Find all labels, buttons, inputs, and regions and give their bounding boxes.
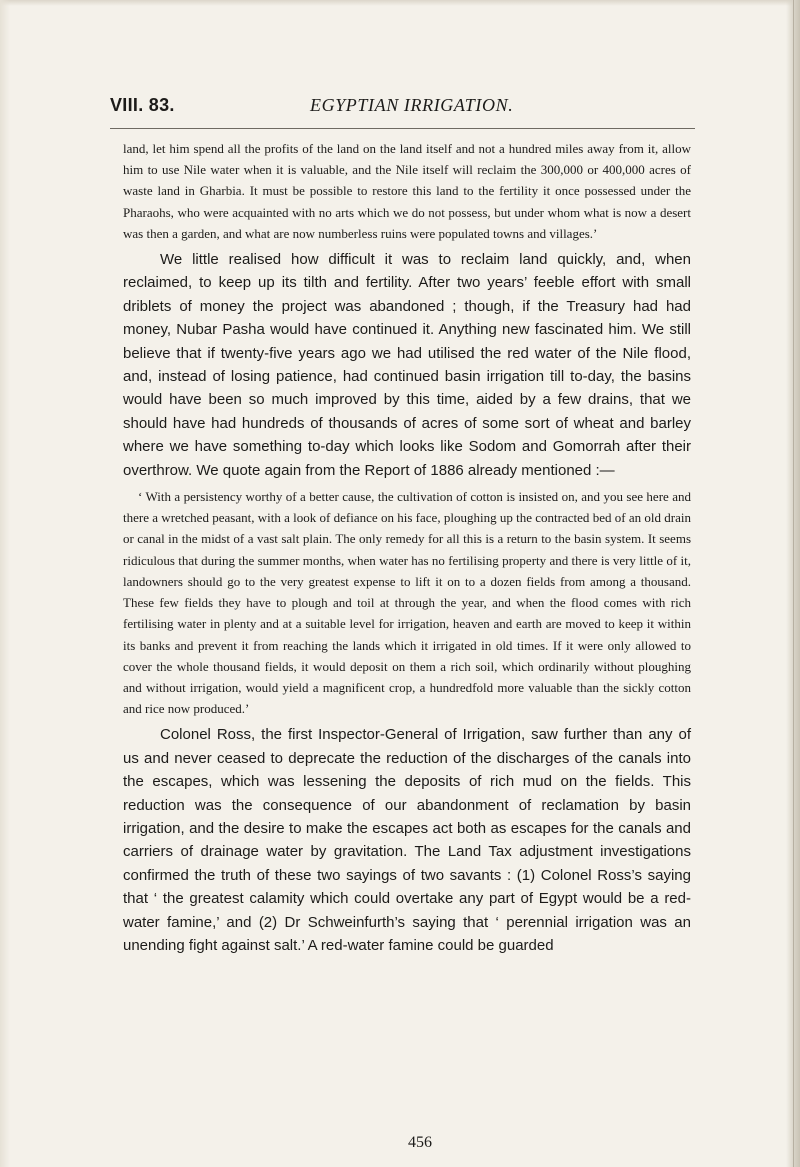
paragraph-reclaim-land: We little realised how difficult it was to reclaim land quickly, and, when reclaimed, to keep up its tilth and fertility. After two years’ feeble effort with small driblets of money the project was abandoned ; though, if the Treasury had had money, Nubar Pasha would have continued it. Anything new fascinated him. We still believe that if twenty-five years ago we had utilised the red water of the Nile flood, and, instead of losing patience, had continued basin irrigation till to-day, the basins would have been so much improved by this time, aided by a few drains, that we should have had hundreds of thousands of acres of some sort of wheat and barley where we have something to-day which looks like Sodom and Gomorrah after their overthrow. We quote again from the Report of 1886 already mentioned :— bbox=[123, 251, 691, 479]
paragraph-colonel-ross: Colonel Ross, the first Inspector-General of Irrigation, saw further than any of us and never ceased to deprecate the reduction of the discharges of the canals into the escapes, which was lessening the deposits of rich mud on the fields. This reduction was the consequence of our abandonment of reclamation by basin irrigation, and the desire to make the escapes act both as escapes for the canals and carriers of drainage water by gravitation. The Land Tax adjustment investigations confirmed the truth of these two sayings of two savants : (1) Colonel Ross’s saying that ‘ the greatest calamity which could overtake any part of Egypt would be a red-water famine,’ and (2) Dr Schweinfurth’s saying that ‘ perennial irrigation was an unending fight against salt.’ A red-water famine could be guarded bbox=[123, 726, 691, 954]
header-rule bbox=[110, 128, 695, 129]
running-head bbox=[110, 95, 695, 119]
body-text bbox=[123, 138, 691, 957]
page-top-edge bbox=[0, 0, 800, 6]
page-number: 456 bbox=[408, 1134, 432, 1151]
running-title: EGYPTIAN IRRIGATION. bbox=[310, 95, 514, 115]
page-left-edge bbox=[0, 0, 10, 1167]
binding-edge-line bbox=[793, 0, 794, 1167]
paragraph-continued-quote: land, let him spend all the profits of the land on the land itself and not a hundred miles away from it, allow him to use Nile water when it is valuable, and the Nile itself will reclaim the 300,000 or 400,000 acres of waste land in Gharbia. It must be possible to restore this land to the fertility it once possessed under the Pharaohs, who were acquainted with no arts which we do not possess, but under whom what is now a desert was then a garden, and what are now numberless ruins were populated towns and villages.’ bbox=[123, 141, 691, 241]
paragraph-report-quote: ‘ With a persistency worthy of a better cause, the cultivation of cotton is insisted on, and you see here and there a wretched peasant, with a look of defiance on his face, ploughing up the contracted bed of an old drain or canal in the midst of a vast salt plain. The only remedy for all this is a return to the basin system. It seems ridiculous that during the summer months, when water has no fertilising property and there is very little of it, landowners should go to the very greatest expense to lift it on to a dozen fields from among a thousand. These few fields they have to plough and toil at through the year, and when the flood comes with rich fertilising water in plenty and at a suitable level for irrigation, heaven and earth are moved to keep it within its banks and prevent it from reaching the lands which it irrigated in old times. If it were only allowed to cover the whole thousand fields, it would deposit on them a rich soil, which ordinarily without ploughing and without irrigation, would yield a magnificent crop, a hundredfold more valuable than the sickly cotton and rice now produced.’ bbox=[123, 489, 691, 717]
chapter-reference: VIII. 83. bbox=[110, 95, 175, 115]
